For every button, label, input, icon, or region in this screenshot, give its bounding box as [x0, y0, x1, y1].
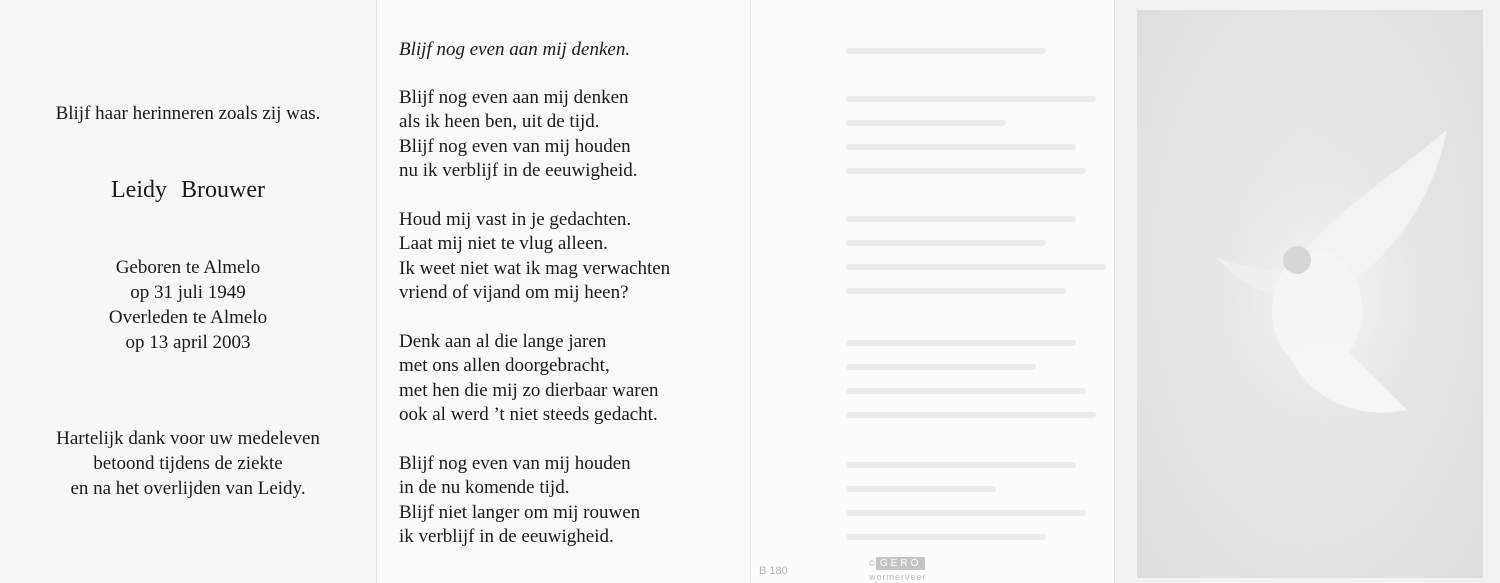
poem-line: met hen die mij zo dierbaar waren	[399, 379, 659, 401]
dove-icon	[1137, 10, 1483, 578]
poem-stanza	[399, 86, 670, 184]
death-date-line: op 13 april 2003	[125, 332, 251, 353]
life-dates	[0, 255, 376, 355]
poem-line: Blijf nog even van mij houden	[399, 135, 631, 157]
poem-line: vriend of vijand om mij heen?	[399, 282, 629, 303]
bleed-through-line	[846, 216, 1076, 222]
bleed-through-line	[846, 264, 1106, 270]
poem-line: met ons allen doorgebracht,	[399, 355, 610, 376]
bleed-through-line	[846, 168, 1086, 174]
motto-text: Blijf haar herinneren zoals zij was.	[55, 103, 321, 124]
bleed-through-line	[846, 364, 1036, 370]
thanks-line: Hartelijk dank voor uw medeleven	[56, 428, 320, 449]
thanks-line: en na het overlijden van Leidy.	[70, 478, 306, 499]
thanks-text	[0, 426, 376, 501]
bleed-through-line	[846, 96, 1096, 102]
bleed-through-line	[846, 462, 1076, 468]
bleed-through-line	[846, 240, 1046, 246]
logo-place: wormerveer	[869, 572, 927, 582]
poem-line: als ik heen ben, uit de tijd.	[399, 111, 600, 132]
poem-stanza	[399, 452, 670, 550]
bleed-through-line	[846, 486, 996, 492]
poem-line: nu ik verblijf in de eeuwigheid.	[399, 160, 638, 181]
death-place-line: Overleden te Almelo	[108, 307, 268, 328]
photo-panel	[1114, 0, 1500, 583]
poem-line: Ik weet niet wat ik mag verwachten	[399, 257, 671, 279]
birth-date-line: op 31 juli 1949	[130, 282, 246, 303]
poem-line: in de nu komende tijd.	[399, 477, 570, 498]
thanks-line: betoond tijdens de ziekte	[93, 453, 283, 474]
poem-panel	[376, 0, 751, 583]
poem-stanza	[399, 330, 670, 428]
product-code: B 180	[759, 565, 788, 577]
bleed-through-line	[846, 340, 1076, 346]
poem-line: Denk aan al die lange jaren	[399, 330, 607, 352]
poem-line: ik verblijf in de eeuwigheid.	[399, 526, 614, 547]
deceased-name: Leidy Brouwer	[111, 177, 265, 203]
dove-photo	[1137, 10, 1483, 578]
poem-line: Houd mij vast in je gedachten.	[399, 208, 632, 230]
bleed-through-line	[846, 510, 1086, 516]
birth-place-line: Geboren te Almelo	[115, 257, 261, 278]
copyright-symbol: ©	[869, 559, 875, 568]
poem-line: ook al werd ’t niet steeds gedacht.	[399, 404, 658, 425]
poem-stanza	[399, 208, 670, 306]
bleed-through-line	[846, 534, 1046, 540]
left-panel	[0, 0, 376, 583]
bleed-through-line	[846, 412, 1096, 418]
poem-title: Blijf nog even aan mij denken.	[399, 39, 631, 60]
poem-line: Laat mij niet te vlug alleen.	[399, 233, 608, 254]
poem-line: Blijf niet langer om mij rouwen	[399, 501, 641, 523]
printer-logo	[869, 553, 927, 583]
poem-line: Blijf nog even van mij houden	[399, 452, 631, 474]
bleed-through-line	[846, 48, 1046, 54]
poem-line: Blijf nog even aan mij denken	[399, 86, 629, 108]
bleed-through-line	[846, 144, 1076, 150]
bleed-through-line	[846, 288, 1066, 294]
logo-name: GERO	[876, 557, 925, 570]
bleed-through-line	[846, 388, 1086, 394]
blank-panel	[750, 0, 1115, 583]
poem	[399, 38, 670, 574]
bleed-through-line	[846, 120, 1006, 126]
